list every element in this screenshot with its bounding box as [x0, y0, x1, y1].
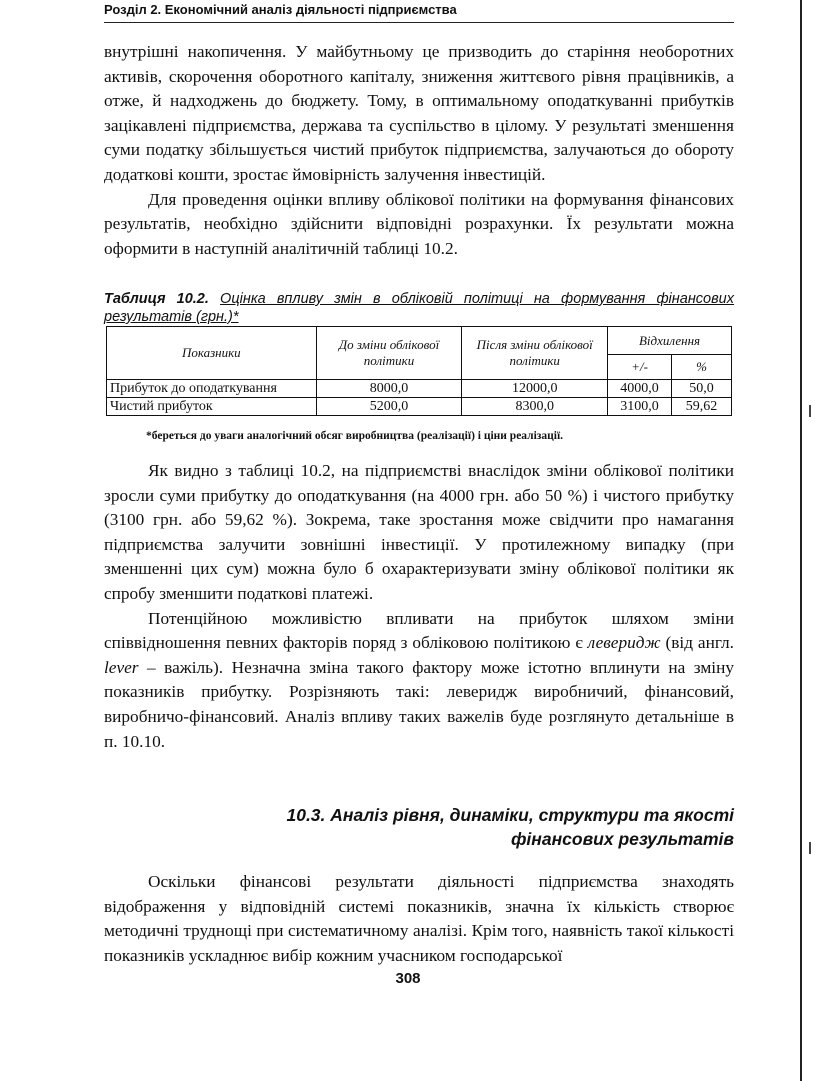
paragraph-2: Для проведення оцінки впливу облікової політики на формування фінансових результатів, необхідно здійснити відповідні розрахунки. Їх результати можна оформити в наступній аналітичній таблиці 10.2. [104, 189, 734, 258]
paragraph-4-mid: (від англ. [660, 633, 734, 653]
paragraph-4-start: Потенційною можливістю впливати на прибуток шляхом зміни співвідношення певних факторів поряд з обліковою політикою є [104, 608, 734, 653]
paragraph-3: Як видно з таблиці 10.2, на підприємстві внаслідок зміни облікової політики зросли суми прибутку до оподаткування (на 4000 грн. або 50 %) і чистого прибутку (3100 грн. або 59,62 %). Зокрема, таке зростання може свідчити про намагання підприємства залучити зовнішні інвестиції. У протилежному випадку (при зменшенні цих сум) можна було б охарактеризувати зміну облікової політики як спробу зменшити податкові платежі. [104, 461, 734, 603]
table-row [107, 380, 732, 398]
scan-mark [803, 842, 811, 854]
term-leverage: леверидж [587, 633, 661, 653]
section-heading-line-1: 10.3. Аналіз рівня, динаміки, структури та якості [286, 805, 734, 825]
row-after: 12000,0 [462, 380, 608, 398]
table-caption-label: Таблиця 10.2. [104, 291, 209, 307]
row-before: 8000,0 [316, 380, 462, 398]
results-table [106, 326, 732, 416]
col-header-abs: +/- [608, 355, 672, 380]
row-pct: 59,62 [672, 398, 732, 416]
table-caption [104, 290, 734, 326]
table-caption-text: Оцінка впливу змін в обліковій політиці на формування фінансових результатів (грн.)* [104, 291, 735, 325]
running-header: Розділ 2. Економічний аналіз діяльності підприємства [104, 0, 734, 23]
section-heading [104, 803, 734, 851]
col-header-deviation: Відхилення [608, 327, 732, 355]
paragraph-block-2 [104, 459, 734, 754]
paragraph-4-end: – важіль). Незначна зміна такого фактору може істотно вплинути на зміну показників прибутку. Розрізняють такі: леверидж виробничий, фінансовий, виробничо-фінансовий. Аналіз впливу таких важелів буде розглянуто детальніше в п. 10.10. [104, 657, 734, 751]
paragraph-4 [104, 607, 734, 755]
col-header-pct: % [672, 355, 732, 380]
page-number: 308 [395, 970, 421, 987]
paragraph-block-3 [104, 870, 734, 968]
paragraph-1: внутрішні накопичення. У майбутньому це призводить до старіння необоротних активів, скорочення оборотного капіталу, зниження життєвого рівня працівників, а отже, й надходжень до бюджету. Тому, в оптимальному оподаткуванні прибутків зацікавлені підприємства, держава та суспільство в цілому. У результаті зменшення суми податку збільшується чистий прибуток підприємства, залучаються до обороту додаткові кошти, зростає ймовірність залучення інвестицій. [104, 42, 734, 184]
row-name: Прибуток до оподаткування [107, 380, 317, 398]
term-lever: lever [104, 657, 139, 677]
row-after: 8300,0 [462, 398, 608, 416]
col-header-after: Після зміни облікової політики [462, 327, 608, 380]
paragraph-5: Оскільки фінансові результати діяльності підприємства знаходять відображення у відповідній системі показників, значна їх кількість створює методичні труднощі при систематичному аналізі. Крім того, наявність такої кількості показників ускладнює вибір кожним учасником господарської [104, 872, 734, 965]
table-row [107, 398, 732, 416]
paragraph-block-1 [104, 40, 734, 261]
scan-mark [803, 405, 811, 417]
table-footnote: *береться до уваги аналогічний обсяг виробництва (реалізації) і ціни реалізації. [146, 430, 564, 442]
col-header-before: До зміни облікової політики [316, 327, 462, 380]
scan-page-edge [800, 0, 802, 1081]
row-abs: 4000,0 [608, 380, 672, 398]
row-before: 5200,0 [316, 398, 462, 416]
row-name: Чистий прибуток [107, 398, 317, 416]
row-abs: 3100,0 [608, 398, 672, 416]
row-pct: 50,0 [672, 380, 732, 398]
section-heading-line-2: фінансових результатів [510, 829, 734, 849]
col-header-indicators: Показники [107, 327, 317, 380]
